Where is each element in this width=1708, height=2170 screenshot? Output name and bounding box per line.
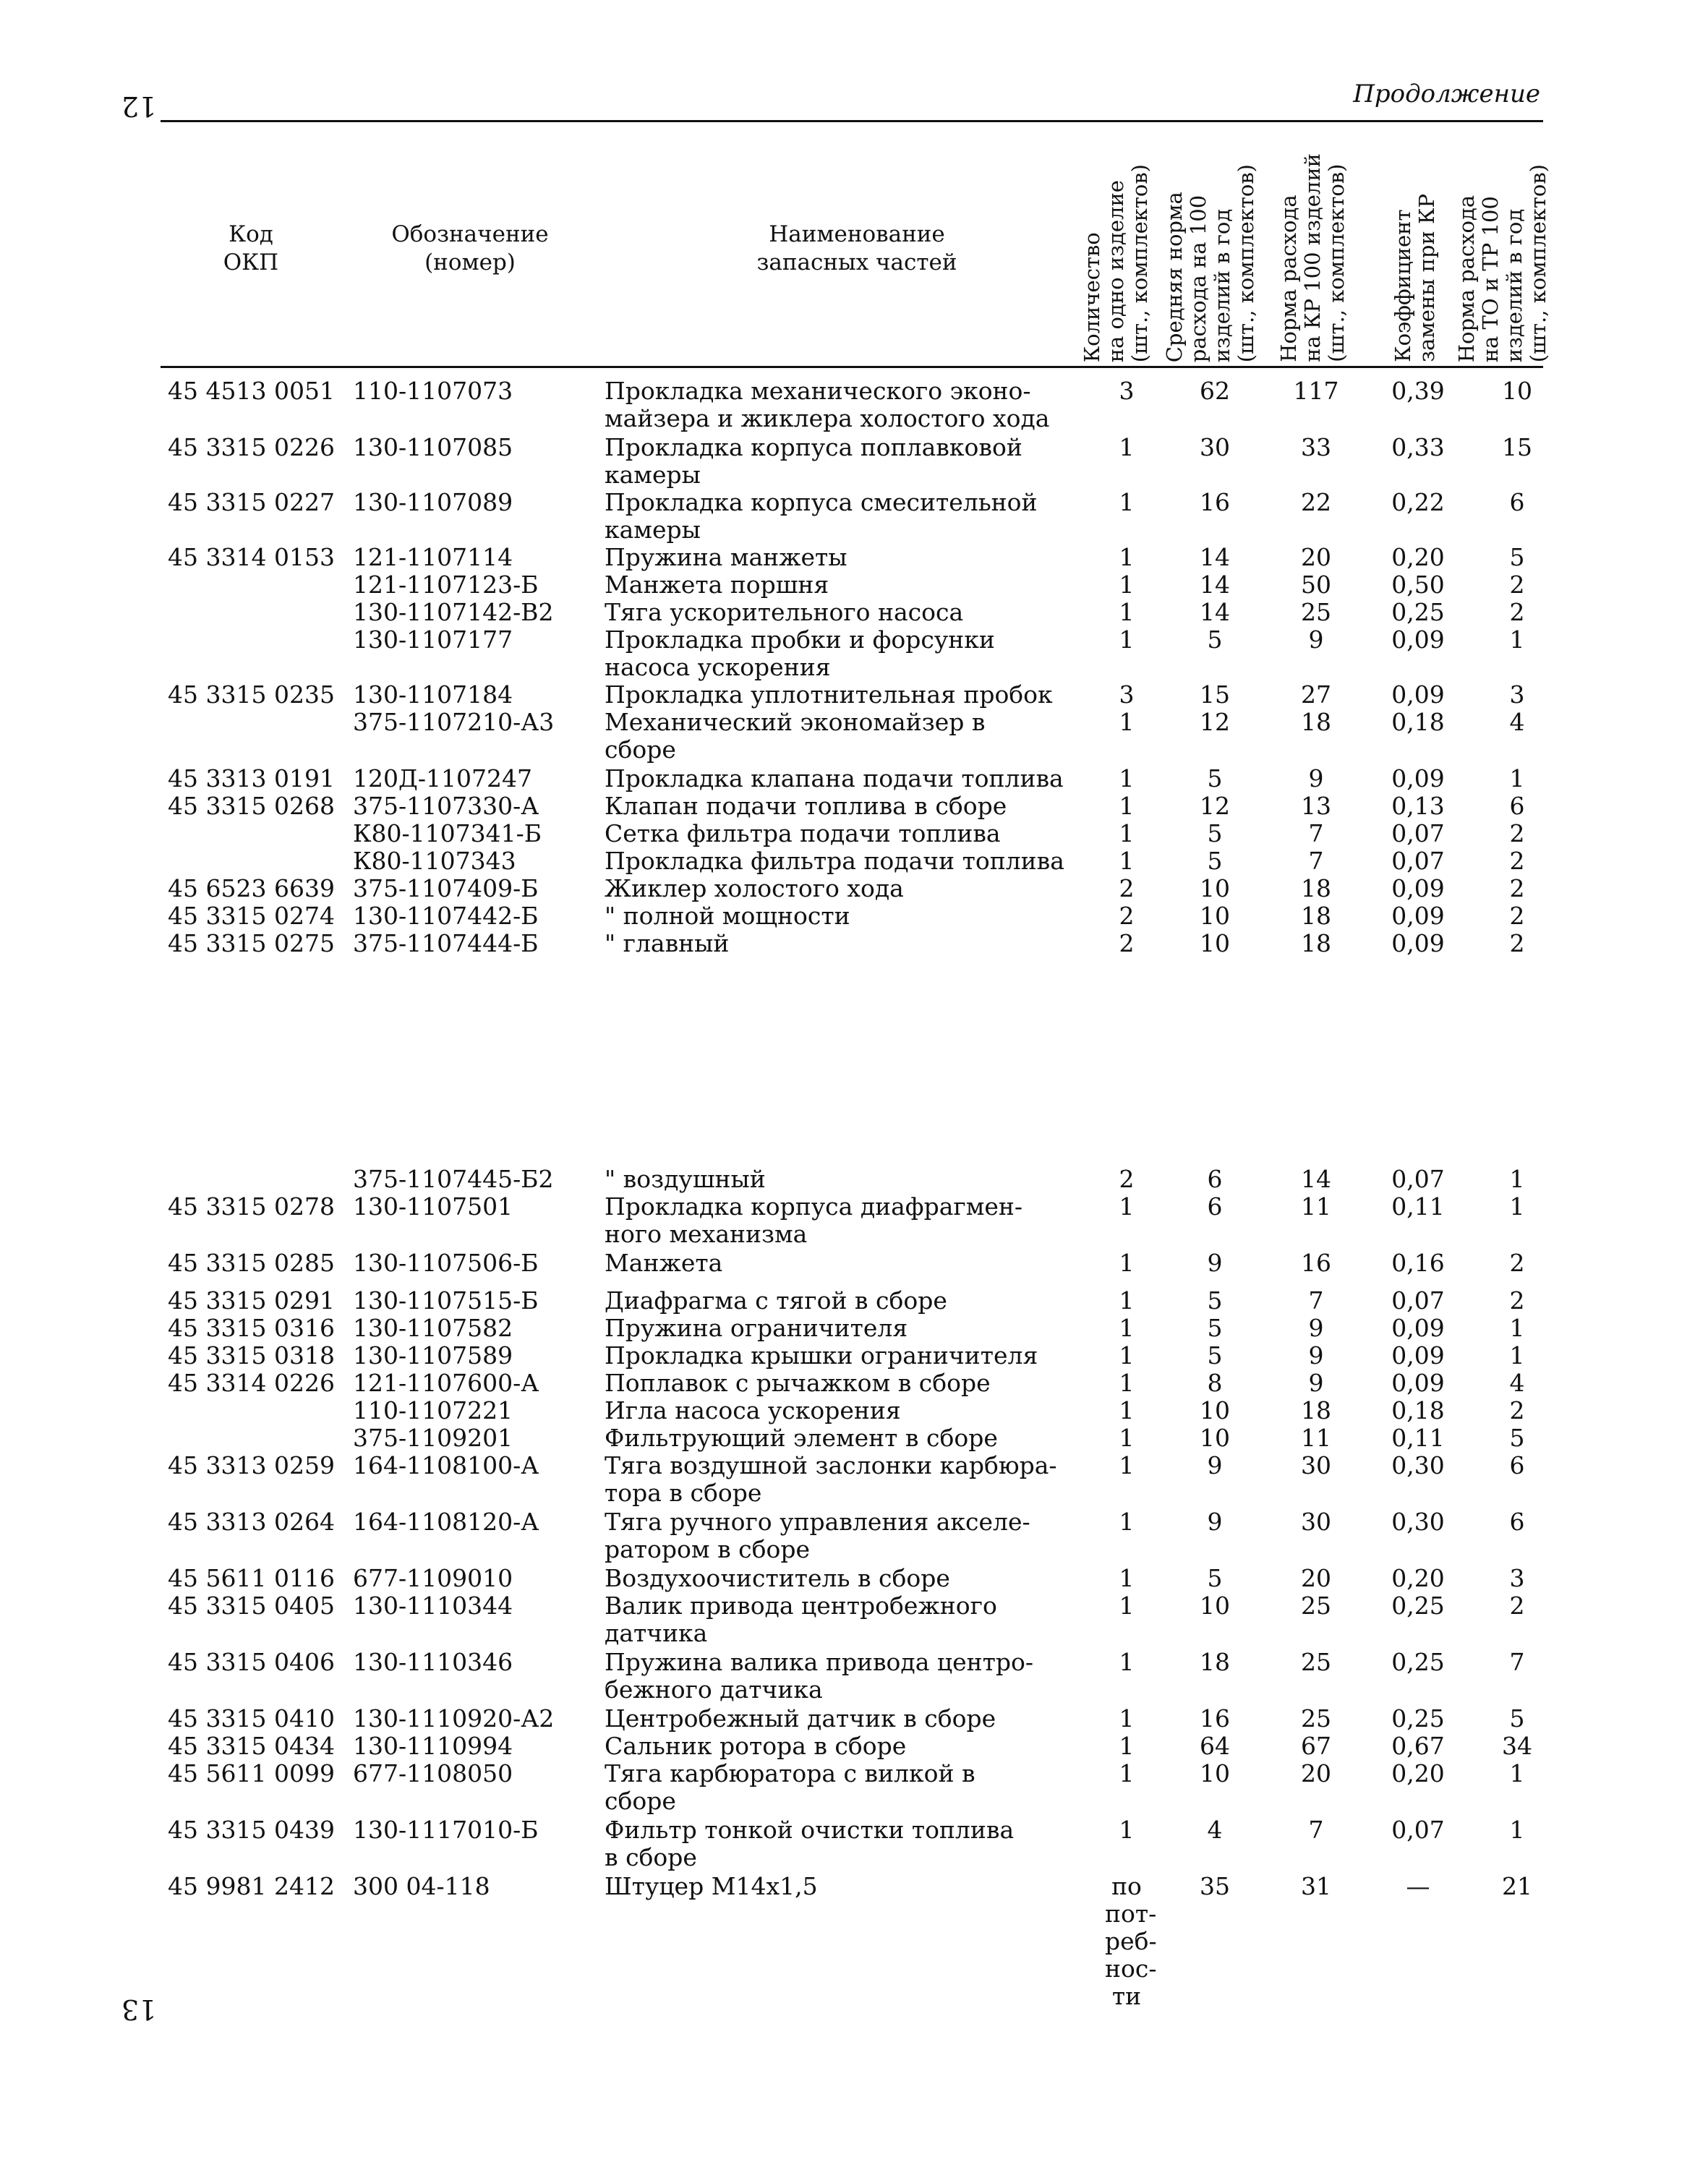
cell-avg-rate: 6: [1207, 1165, 1223, 1193]
cell-designation: 130-1107515-Б: [353, 1286, 539, 1315]
cell-qty-per-unit: 1: [1119, 598, 1135, 626]
cell-qty-per-unit: 1: [1119, 1396, 1135, 1424]
cell-designation: 121-1107600-А: [353, 1369, 539, 1397]
cell-replacement-coef: 0,20: [1391, 1759, 1445, 1787]
cell-qty-per-unit: 1: [1119, 1192, 1135, 1221]
cell-replacement-coef: 0,25: [1391, 1704, 1445, 1733]
cell-okp-code: 45 3315 0278: [168, 1192, 335, 1221]
cell-kr-rate: 16: [1301, 1249, 1331, 1277]
cell-kr-rate: 9: [1308, 1369, 1324, 1397]
cell-okp-code: 45 3315 0235: [168, 680, 335, 709]
header-name: Наименование запасных частей: [756, 221, 957, 275]
cell-kr-rate: 11: [1301, 1424, 1331, 1452]
cell-okp-code: 45 3315 0291: [168, 1286, 335, 1315]
cell-to-rate: 5: [1509, 543, 1525, 571]
cell-avg-rate: 9: [1207, 1451, 1223, 1479]
cell-to-rate: 1: [1509, 1816, 1525, 1844]
cell-designation: 121-1107114: [353, 543, 513, 571]
cell-replacement-coef: 0,16: [1391, 1249, 1445, 1277]
cell-replacement-coef: 0,07: [1391, 1286, 1445, 1315]
cell-to-rate: 2: [1509, 819, 1525, 847]
cell-avg-rate: 10: [1200, 902, 1230, 930]
cell-qty-per-unit: 1: [1119, 792, 1135, 820]
cell-replacement-coef: 0,11: [1391, 1424, 1445, 1452]
cell-to-rate: 1: [1509, 1314, 1525, 1342]
cell-designation: 130-1107177: [353, 625, 513, 654]
cell-designation: 130-1107506-Б: [353, 1249, 539, 1277]
cell-part-name: Тяга карбюратора с вилкой в сборе: [605, 1759, 975, 1815]
cell-avg-rate: 10: [1200, 874, 1230, 902]
cell-okp-code: 45 3314 0153: [168, 543, 335, 571]
cell-avg-rate: 4: [1207, 1816, 1223, 1844]
cell-to-rate: 6: [1509, 792, 1525, 820]
cell-qty-per-unit: 1: [1119, 1592, 1135, 1620]
cell-okp-code: 45 3315 0285: [168, 1249, 335, 1277]
cell-okp-code: 45 6523 6639: [168, 874, 335, 902]
cell-part-name: Фильтр тонкой очистки топлива в сборе: [605, 1816, 1015, 1871]
header-avg-rate: Средняя норма расхода на 100 изделий в год (шт., комплектов): [1162, 163, 1258, 362]
cell-kr-rate: 30: [1301, 1451, 1331, 1479]
cell-to-rate: 10: [1502, 377, 1532, 405]
cell-avg-rate: 10: [1200, 1759, 1230, 1787]
cell-okp-code: 45 3315 0268: [168, 792, 335, 820]
cell-kr-rate: 18: [1301, 902, 1331, 930]
cell-replacement-coef: 0,09: [1391, 929, 1445, 957]
cell-to-rate: 6: [1509, 488, 1525, 516]
cell-okp-code: 45 3315 0274: [168, 902, 335, 930]
cell-avg-rate: 10: [1200, 929, 1230, 957]
cell-designation: 110-1107073: [353, 377, 513, 405]
cell-avg-rate: 9: [1207, 1508, 1223, 1536]
cell-part-name: Манжета: [605, 1249, 723, 1277]
cell-designation: 121-1107123-Б: [353, 571, 539, 599]
cell-avg-rate: 10: [1200, 1424, 1230, 1452]
cell-replacement-coef: 0,09: [1391, 902, 1445, 930]
cell-replacement-coef: 0,20: [1391, 543, 1445, 571]
cell-designation: К80-1107343: [353, 847, 516, 875]
cell-qty-per-unit: 3: [1119, 377, 1135, 405]
cell-designation: 110-1107221: [353, 1396, 513, 1424]
cell-to-rate: 2: [1509, 929, 1525, 957]
cell-to-rate: 2: [1509, 1286, 1525, 1315]
cell-qty-per-unit: 1: [1119, 1249, 1135, 1277]
cell-kr-rate: 50: [1301, 571, 1331, 599]
cell-to-rate: 2: [1509, 1592, 1525, 1620]
cell-designation: 375-1107444-Б: [353, 929, 539, 957]
cell-kr-rate: 7: [1308, 1816, 1324, 1844]
cell-replacement-coef: 0,13: [1391, 792, 1445, 820]
cell-to-rate: 2: [1509, 902, 1525, 930]
cell-kr-rate: 25: [1301, 1704, 1331, 1733]
cell-part-name: Прокладка фильтра подачи топлива: [605, 847, 1064, 875]
cell-replacement-coef: 0,09: [1391, 764, 1445, 793]
cell-avg-rate: 5: [1207, 1564, 1223, 1592]
cell-kr-rate: 20: [1301, 543, 1331, 571]
cell-designation: К80-1107341-Б: [353, 819, 542, 847]
cell-qty-per-unit: 1: [1119, 433, 1135, 461]
cell-qty-per-unit: 3: [1119, 680, 1135, 709]
cell-replacement-coef: 0,50: [1391, 571, 1445, 599]
cell-replacement-coef: 0,18: [1391, 708, 1445, 736]
cell-part-name: Штуцер М14х1,5: [605, 1872, 818, 1900]
cell-replacement-coef: 0,07: [1391, 819, 1445, 847]
cell-designation: 130-1107142-В2: [353, 598, 554, 626]
cell-qty-per-unit: 2: [1119, 929, 1135, 957]
cell-part-name: Тяга воздушной заслонки карбюра- тора в сборе: [605, 1451, 1057, 1507]
cell-replacement-coef: 0,39: [1391, 377, 1445, 405]
cell-qty-per-unit: 1: [1119, 1451, 1135, 1479]
cell-okp-code: 45 3315 0275: [168, 929, 335, 957]
cell-avg-rate: 5: [1207, 1314, 1223, 1342]
cell-replacement-coef: 0,09: [1391, 625, 1445, 654]
cell-okp-code: 45 3315 0316: [168, 1314, 335, 1342]
cell-designation: 130-1110346: [353, 1648, 513, 1676]
cell-qty-per-unit: 1: [1119, 1759, 1135, 1787]
cell-to-rate: 4: [1509, 708, 1525, 736]
cell-kr-rate: 22: [1301, 488, 1331, 516]
cell-kr-rate: 31: [1301, 1872, 1331, 1900]
cell-kr-rate: 33: [1301, 433, 1331, 461]
cell-qty-per-unit: 1: [1119, 1508, 1135, 1536]
cell-kr-rate: 25: [1301, 1648, 1331, 1676]
cell-avg-rate: 12: [1200, 792, 1230, 820]
cell-avg-rate: 14: [1200, 543, 1230, 571]
cell-designation: 130-1107501: [353, 1192, 513, 1221]
cell-part-name: Пружина манжеты: [605, 543, 847, 571]
cell-replacement-coef: 0,07: [1391, 1165, 1445, 1193]
cell-part-name: Прокладка уплотнительная пробок: [605, 680, 1053, 709]
cell-qty-per-unit: 1: [1119, 847, 1135, 875]
cell-okp-code: 45 3313 0264: [168, 1508, 335, 1536]
cell-avg-rate: 35: [1200, 1872, 1230, 1900]
cell-part-name: Поплавок с рычажком в сборе: [605, 1369, 991, 1397]
cell-qty-per-unit: 1: [1119, 1732, 1135, 1760]
cell-qty-per-unit: 1: [1119, 1341, 1135, 1370]
cell-part-name: Сетка фильтра подачи топлива: [605, 819, 1001, 847]
cell-okp-code: 45 3313 0259: [168, 1451, 335, 1479]
cell-qty-per-unit: 1: [1119, 764, 1135, 793]
cell-to-rate: 4: [1509, 1369, 1525, 1397]
cell-kr-rate: 27: [1301, 680, 1331, 709]
cell-part-name: Игла насоса ускорения: [605, 1396, 901, 1424]
cell-to-rate: 2: [1509, 1249, 1525, 1277]
cell-avg-rate: 6: [1207, 1192, 1223, 1221]
cell-qty-per-unit: 2: [1119, 902, 1135, 930]
cell-part-name: Сальник ротора в сборе: [605, 1732, 907, 1760]
cell-to-rate: 1: [1509, 1341, 1525, 1370]
cell-part-name: Прокладка корпуса диафрагмен- ного механизма: [605, 1192, 1023, 1248]
cell-part-name: Прокладка крышки ограничителя: [605, 1341, 1038, 1370]
cell-kr-rate: 20: [1301, 1759, 1331, 1787]
cell-designation: 130-1117010-Б: [353, 1816, 539, 1844]
header-coef: Коэффициент замены при КР: [1391, 194, 1439, 362]
cell-avg-rate: 12: [1200, 708, 1230, 736]
cell-designation: 130-1110994: [353, 1732, 513, 1760]
cell-avg-rate: 15: [1200, 680, 1230, 709]
header-code: Код ОКП: [223, 221, 279, 275]
cell-kr-rate: 7: [1308, 1286, 1324, 1315]
cell-avg-rate: 10: [1200, 1396, 1230, 1424]
cell-to-rate: 2: [1509, 847, 1525, 875]
cell-qty-per-unit: 2: [1119, 874, 1135, 902]
cell-kr-rate: 117: [1293, 377, 1339, 405]
cell-designation: 375-1109201: [353, 1424, 513, 1452]
cell-okp-code: 45 3315 0439: [168, 1816, 335, 1844]
cell-replacement-coef: 0,09: [1391, 874, 1445, 902]
cell-to-rate: 34: [1502, 1732, 1532, 1760]
cell-part-name: Тяга ускорительного насоса: [605, 598, 964, 626]
header-bottom-rule: [161, 366, 1543, 368]
cell-okp-code: 45 3315 0227: [168, 488, 335, 516]
cell-avg-rate: 30: [1200, 433, 1230, 461]
cell-qty-per-unit: 1: [1119, 1314, 1135, 1342]
cell-part-name: " главный: [605, 929, 730, 957]
cell-qty-per-unit: 1: [1119, 625, 1135, 654]
cell-qty-per-unit: 1: [1119, 571, 1135, 599]
cell-okp-code: 45 3314 0226: [168, 1369, 335, 1397]
cell-okp-code: 45 5611 0099: [168, 1759, 335, 1787]
cell-designation: 375-1107330-А: [353, 792, 539, 820]
cell-part-name: Прокладка клапана подачи топлива: [605, 764, 1064, 793]
cell-replacement-coef: 0,07: [1391, 847, 1445, 875]
cell-replacement-coef: —: [1406, 1872, 1430, 1900]
cell-kr-rate: 30: [1301, 1508, 1331, 1536]
cell-designation: 130-1107582: [353, 1314, 513, 1342]
cell-avg-rate: 10: [1200, 1592, 1230, 1620]
cell-to-rate: 15: [1502, 433, 1532, 461]
cell-to-rate: 5: [1509, 1424, 1525, 1452]
cell-replacement-coef: 0,07: [1391, 1816, 1445, 1844]
cell-avg-rate: 8: [1207, 1369, 1223, 1397]
cell-replacement-coef: 0,09: [1391, 1314, 1445, 1342]
cell-designation: 300 04-118: [353, 1872, 490, 1900]
cell-to-rate: 7: [1509, 1648, 1525, 1676]
cell-part-name: Валик привода центробежного датчика: [605, 1592, 997, 1647]
cell-okp-code: 45 3315 0410: [168, 1704, 335, 1733]
cell-to-rate: 1: [1509, 764, 1525, 793]
cell-replacement-coef: 0,22: [1391, 488, 1445, 516]
cell-replacement-coef: 0,18: [1391, 1396, 1445, 1424]
table-top-rule: [161, 120, 1543, 122]
cell-designation: 120Д-1107247: [353, 764, 532, 793]
cell-kr-rate: 9: [1308, 625, 1324, 654]
cell-part-name: Механический экономайзер в сборе: [605, 708, 986, 764]
cell-okp-code: 45 3313 0191: [168, 764, 335, 793]
cell-to-rate: 2: [1509, 1396, 1525, 1424]
cell-okp-code: 45 3315 0226: [168, 433, 335, 461]
page-number-top: 12: [121, 90, 157, 122]
cell-qty-per-unit: 1: [1119, 1704, 1135, 1733]
cell-avg-rate: 5: [1207, 1286, 1223, 1315]
cell-to-rate: 2: [1509, 598, 1525, 626]
continuation-label: Продолжение: [1353, 80, 1540, 108]
cell-kr-rate: 25: [1301, 1592, 1331, 1620]
header-designation: Обозначение (номер): [391, 221, 549, 275]
cell-kr-rate: 13: [1301, 792, 1331, 820]
cell-to-rate: 5: [1509, 1704, 1525, 1733]
cell-designation: 130-1107089: [353, 488, 513, 516]
cell-qty-per-unit: 1: [1119, 543, 1135, 571]
cell-okp-code: 45 3315 0405: [168, 1592, 335, 1620]
cell-avg-rate: 5: [1207, 1341, 1223, 1370]
cell-okp-code: 45 3315 0434: [168, 1732, 335, 1760]
cell-to-rate: 1: [1509, 1759, 1525, 1787]
cell-part-name: Воздухоочиститель в сборе: [605, 1564, 950, 1592]
cell-part-name: Диафрагма с тягой в сборе: [605, 1286, 947, 1315]
cell-designation: 164-1108100-А: [353, 1451, 539, 1479]
cell-avg-rate: 14: [1200, 598, 1230, 626]
cell-part-name: " воздушный: [605, 1165, 766, 1193]
cell-qty-per-unit: по пот- реб- нос- ти: [1105, 1872, 1157, 2010]
cell-part-name: Фильтрующий элемент в сборе: [605, 1424, 998, 1452]
cell-designation: 375-1107210-А3: [353, 708, 555, 736]
cell-avg-rate: 16: [1200, 1704, 1230, 1733]
cell-kr-rate: 18: [1301, 1396, 1331, 1424]
cell-designation: 375-1107445-Б2: [353, 1165, 554, 1193]
cell-part-name: Тяга ручного управления акселе- ратором в сборе: [605, 1508, 1030, 1563]
cell-okp-code: 45 3315 0318: [168, 1341, 335, 1370]
cell-designation: 130-1107184: [353, 680, 513, 709]
cell-kr-rate: 9: [1308, 764, 1324, 793]
cell-qty-per-unit: 1: [1119, 1816, 1135, 1844]
cell-replacement-coef: 0,09: [1391, 1369, 1445, 1397]
header-qty: Количество на одно изделие (шт., комплектов): [1080, 163, 1152, 362]
cell-kr-rate: 25: [1301, 598, 1331, 626]
cell-kr-rate: 20: [1301, 1564, 1331, 1592]
cell-avg-rate: 9: [1207, 1249, 1223, 1277]
cell-kr-rate: 18: [1301, 929, 1331, 957]
cell-to-rate: 6: [1509, 1508, 1525, 1536]
cell-designation: 130-1110920-А2: [353, 1704, 555, 1733]
cell-part-name: Прокладка механического эконо- майзера и жиклера холостого хода: [605, 377, 1050, 432]
cell-to-rate: 1: [1509, 1165, 1525, 1193]
cell-replacement-coef: 0,20: [1391, 1564, 1445, 1592]
cell-qty-per-unit: 1: [1119, 1369, 1135, 1397]
cell-replacement-coef: 0,25: [1391, 1592, 1445, 1620]
cell-replacement-coef: 0,11: [1391, 1192, 1445, 1221]
cell-designation: 130-1107442-Б: [353, 902, 539, 930]
cell-avg-rate: 5: [1207, 819, 1223, 847]
cell-kr-rate: 7: [1308, 819, 1324, 847]
cell-avg-rate: 5: [1207, 847, 1223, 875]
cell-to-rate: 21: [1502, 1872, 1532, 1900]
cell-to-rate: 1: [1509, 625, 1525, 654]
cell-part-name: Клапан подачи топлива в сборе: [605, 792, 1007, 820]
cell-qty-per-unit: 1: [1119, 819, 1135, 847]
cell-kr-rate: 67: [1301, 1732, 1331, 1760]
cell-designation: 375-1107409-Б: [353, 874, 539, 902]
cell-part-name: Жиклер холостого хода: [605, 874, 904, 902]
cell-kr-rate: 11: [1301, 1192, 1331, 1221]
cell-avg-rate: 5: [1207, 625, 1223, 654]
cell-qty-per-unit: 1: [1119, 1424, 1135, 1452]
cell-replacement-coef: 0,33: [1391, 433, 1445, 461]
cell-designation: 130-1107085: [353, 433, 513, 461]
cell-designation: 677-1109010: [353, 1564, 513, 1592]
cell-kr-rate: 14: [1301, 1165, 1331, 1193]
cell-okp-code: 45 5611 0116: [168, 1564, 335, 1592]
header-kr-rate: Норма расхода на КР 100 изделий (шт., комплектов): [1276, 153, 1349, 362]
cell-avg-rate: 18: [1200, 1648, 1230, 1676]
cell-okp-code: 45 4513 0051: [168, 377, 335, 405]
cell-qty-per-unit: 2: [1119, 1165, 1135, 1193]
cell-avg-rate: 62: [1200, 377, 1230, 405]
cell-designation: 164-1108120-А: [353, 1508, 539, 1536]
cell-to-rate: 2: [1509, 874, 1525, 902]
cell-part-name: Пружина ограничителя: [605, 1314, 908, 1342]
cell-qty-per-unit: 1: [1119, 1564, 1135, 1592]
cell-part-name: " полной мощности: [605, 902, 850, 930]
cell-replacement-coef: 0,09: [1391, 1341, 1445, 1370]
cell-replacement-coef: 0,30: [1391, 1508, 1445, 1536]
cell-replacement-coef: 0,09: [1391, 680, 1445, 709]
cell-okp-code: 45 3315 0406: [168, 1648, 335, 1676]
cell-qty-per-unit: 1: [1119, 488, 1135, 516]
cell-part-name: Прокладка пробки и форсунки насоса ускорения: [605, 625, 995, 681]
cell-qty-per-unit: 1: [1119, 708, 1135, 736]
cell-designation: 130-1107589: [353, 1341, 513, 1370]
page-number-bottom: 13: [121, 1994, 157, 2025]
cell-kr-rate: 9: [1308, 1314, 1324, 1342]
cell-avg-rate: 64: [1200, 1732, 1230, 1760]
cell-designation: 130-1110344: [353, 1592, 513, 1620]
cell-replacement-coef: 0,30: [1391, 1451, 1445, 1479]
cell-part-name: Центробежный датчик в сборе: [605, 1704, 996, 1733]
cell-part-name: Манжета поршня: [605, 571, 829, 599]
cell-kr-rate: 18: [1301, 874, 1331, 902]
cell-part-name: Прокладка корпуса смесительной камеры: [605, 488, 1038, 544]
cell-to-rate: 2: [1509, 571, 1525, 599]
cell-to-rate: 1: [1509, 1192, 1525, 1221]
cell-replacement-coef: 0,67: [1391, 1732, 1445, 1760]
cell-kr-rate: 9: [1308, 1341, 1324, 1370]
cell-designation: 677-1108050: [353, 1759, 513, 1787]
cell-replacement-coef: 0,25: [1391, 598, 1445, 626]
cell-avg-rate: 14: [1200, 571, 1230, 599]
cell-part-name: Пружина валика привода центро- бежного датчика: [605, 1648, 1034, 1704]
cell-kr-rate: 18: [1301, 708, 1331, 736]
cell-to-rate: 3: [1509, 1564, 1525, 1592]
cell-avg-rate: 16: [1200, 488, 1230, 516]
cell-replacement-coef: 0,25: [1391, 1648, 1445, 1676]
cell-part-name: Прокладка корпуса поплавковой камеры: [605, 433, 1022, 489]
cell-avg-rate: 5: [1207, 764, 1223, 793]
cell-qty-per-unit: 1: [1119, 1286, 1135, 1315]
cell-to-rate: 3: [1509, 680, 1525, 709]
cell-okp-code: 45 9981 2412: [168, 1872, 335, 1900]
cell-to-rate: 6: [1509, 1451, 1525, 1479]
cell-qty-per-unit: 1: [1119, 1648, 1135, 1676]
cell-kr-rate: 7: [1308, 847, 1324, 875]
header-to-rate: Норма расхода на ТО и ТР 100 изделий в год (шт., комплектов): [1454, 163, 1550, 362]
